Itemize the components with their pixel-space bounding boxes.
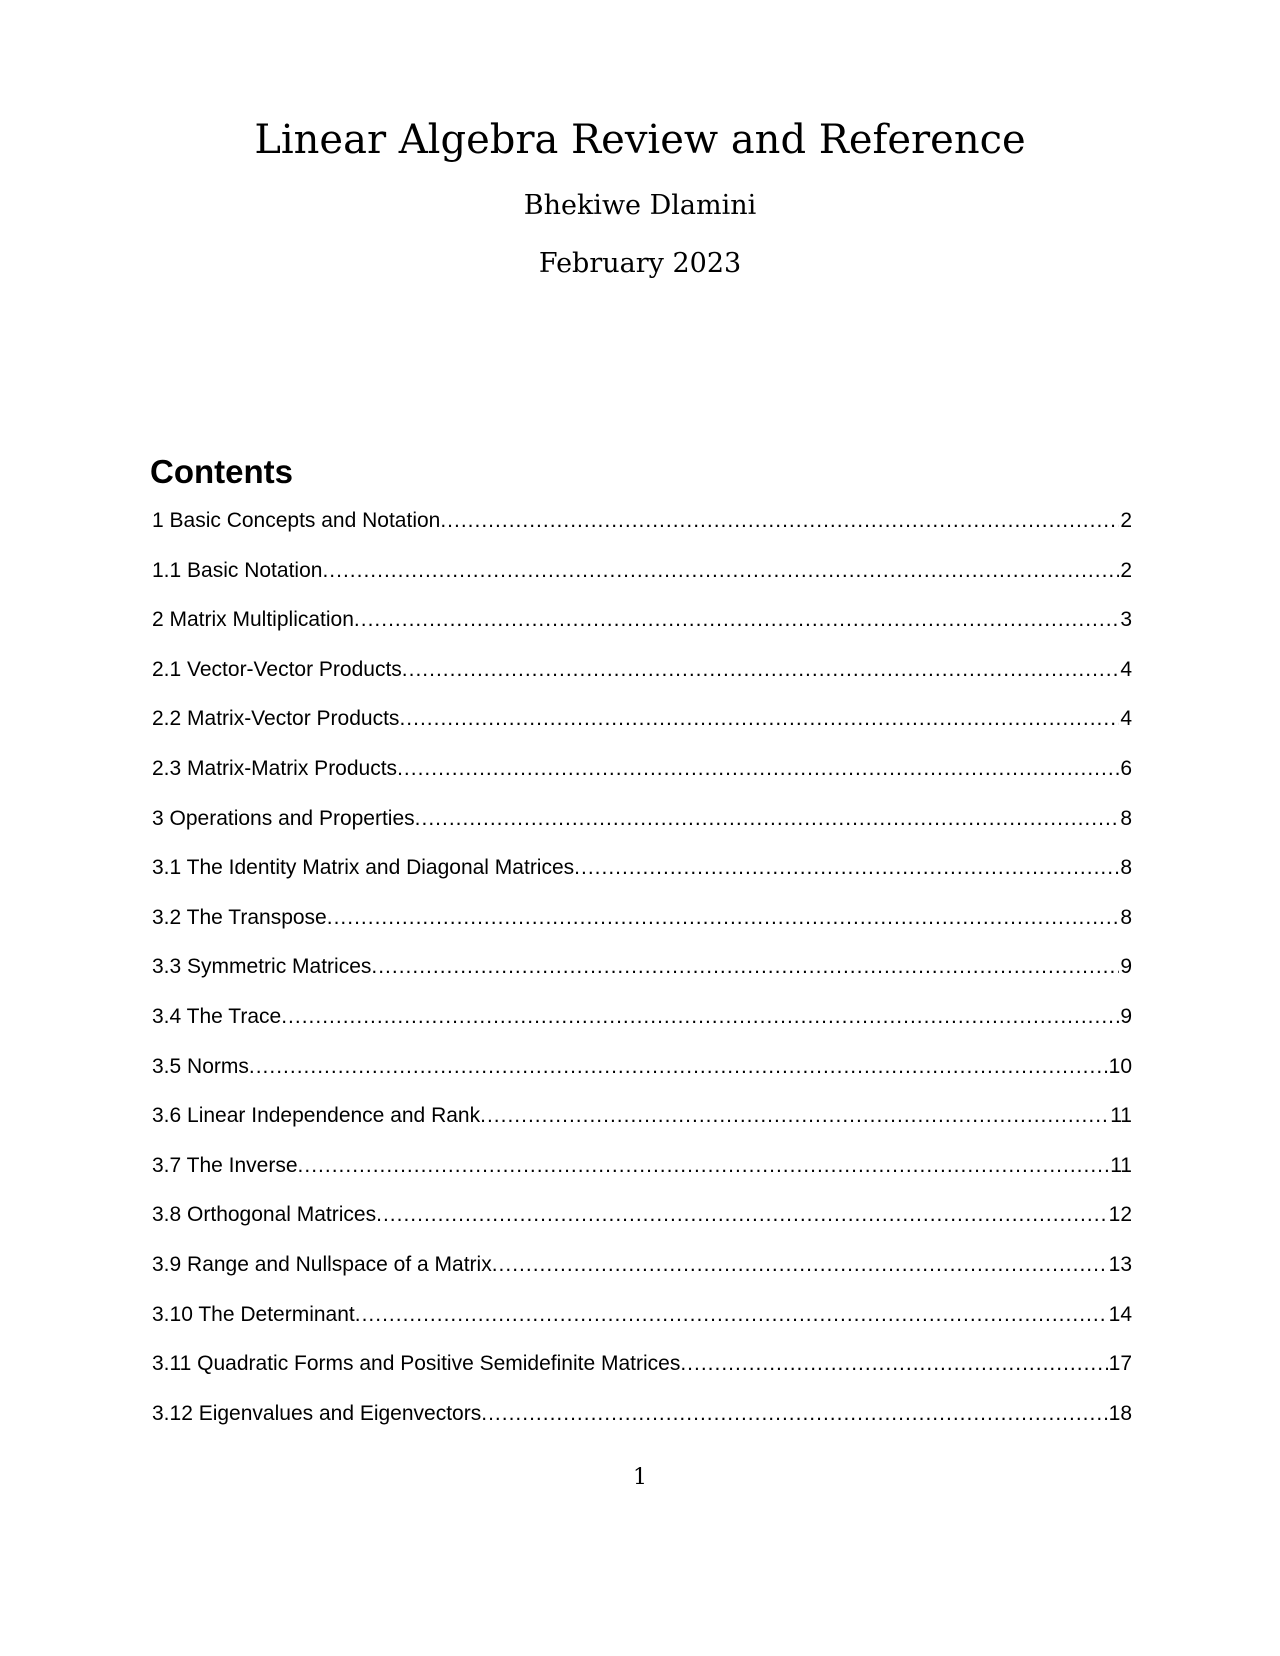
toc-entry-label: 3.7 The Inverse <box>152 1153 298 1177</box>
document-author: Bhekiwe Dlamini <box>523 190 757 221</box>
toc-entry-page: 6 <box>1120 756 1132 780</box>
toc-entry-page: 18 <box>1108 1401 1132 1425</box>
toc-entry-page: 8 <box>1120 806 1132 830</box>
page-number: 1 <box>633 1465 647 1490</box>
toc-entry-page: 12 <box>1108 1203 1132 1227</box>
toc-entry-label: 1 Basic Concepts and Notation <box>152 509 441 532</box>
toc-leader-dots <box>402 654 1120 686</box>
toc-entry-page: 9 <box>1120 1004 1132 1028</box>
toc-entry-page: 3 <box>1120 608 1132 632</box>
toc-entry[interactable] <box>152 1051 1132 1101</box>
toc-entry[interactable] <box>152 1199 1132 1249</box>
toc-leader-dots <box>376 1199 1108 1231</box>
toc-entry-label: 3.12 Eigenvalues and Eigenvectors <box>152 1401 482 1425</box>
toc-entry[interactable] <box>152 1398 1132 1448</box>
toc-entry-label: 2.3 Matrix-Matrix Products <box>152 756 398 780</box>
toc-entry[interactable] <box>152 1150 1132 1200</box>
toc-entry-page: 14 <box>1108 1302 1132 1326</box>
toc-entry-label: 2.2 Matrix-Vector Products <box>152 707 400 731</box>
toc-leader-dots <box>355 1299 1108 1331</box>
toc-entry-label: 2 Matrix Multiplication <box>152 608 354 632</box>
toc-entry-label: 3.11 Quadratic Forms and Positive Semidefinite Matrices <box>152 1352 681 1376</box>
toc-entry[interactable] <box>152 1001 1132 1051</box>
toc-entry[interactable] <box>152 703 1132 753</box>
toc-entry-page: 13 <box>1108 1252 1132 1276</box>
toc-leader-dots <box>415 803 1120 835</box>
toc-entry[interactable] <box>152 555 1132 605</box>
toc-entry[interactable] <box>152 803 1132 853</box>
toc-entry-label: 3.8 Orthogonal Matrices <box>152 1203 377 1227</box>
toc-entry-page: 4 <box>1120 707 1132 731</box>
toc-entry-page: 9 <box>1120 955 1132 979</box>
toc-entry-label: 3.4 The Trace <box>152 1004 282 1028</box>
toc-leader-dots <box>322 555 1119 587</box>
toc-entry-page: 8 <box>1120 856 1132 880</box>
toc-entry[interactable] <box>152 951 1132 1001</box>
toc-entry-page: 2 <box>1120 509 1132 532</box>
toc-entry[interactable] <box>152 902 1132 952</box>
toc-leader-dots <box>354 604 1119 636</box>
toc-entry-page: 4 <box>1120 657 1132 681</box>
toc-entry-label: 3.10 The Determinant <box>152 1302 355 1326</box>
toc-entry-page: 2 <box>1120 558 1132 582</box>
toc-leader-dots <box>249 1051 1108 1083</box>
toc-entry-page: 17 <box>1108 1352 1132 1376</box>
toc-entry[interactable] <box>152 1348 1132 1398</box>
toc-entry-page: 11 <box>1110 1104 1132 1128</box>
toc-leader-dots <box>399 703 1119 735</box>
document-date: February 2023 <box>538 248 742 279</box>
toc-leader-dots <box>680 1348 1107 1380</box>
toc-entry-label: 1.1 Basic Notation <box>152 558 323 582</box>
document-title: Linear Algebra Review and Reference <box>254 117 1026 163</box>
toc-entry[interactable] <box>152 604 1132 654</box>
toc-entry[interactable] <box>152 852 1132 902</box>
toc-entry-label: 3.3 Symmetric Matrices <box>152 955 372 979</box>
table-of-contents <box>152 505 1132 1447</box>
toc-entry[interactable] <box>152 1100 1132 1150</box>
toc-leader-dots <box>492 1249 1108 1281</box>
toc-leader-dots <box>440 505 1119 537</box>
toc-entry[interactable] <box>152 1299 1132 1349</box>
toc-entry-label: 3.9 Range and Nullspace of a Matrix <box>152 1252 492 1276</box>
toc-leader-dots <box>281 1001 1119 1033</box>
toc-entry-page: 10 <box>1108 1054 1132 1078</box>
toc-leader-dots <box>480 1100 1109 1132</box>
toc-entry-label: 3.6 Linear Independence and Rank <box>152 1104 481 1128</box>
toc-entry[interactable] <box>152 505 1132 555</box>
toc-leader-dots <box>327 902 1120 934</box>
toc-entry[interactable] <box>152 1249 1132 1299</box>
toc-entry-page: 11 <box>1110 1153 1132 1177</box>
toc-entry-label: 2.1 Vector-Vector Products <box>152 657 402 681</box>
toc-leader-dots <box>371 951 1119 983</box>
toc-entry-label: 3.5 Norms <box>152 1054 249 1078</box>
toc-leader-dots <box>574 852 1119 884</box>
toc-entry-label: 3.1 The Identity Matrix and Diagonal Matrices <box>152 856 575 880</box>
contents-heading: Contents <box>150 453 293 490</box>
toc-entry[interactable] <box>152 753 1132 803</box>
toc-leader-dots <box>298 1150 1110 1182</box>
toc-entry-label: 3 Operations and Properties <box>152 806 415 830</box>
toc-entry-page: 8 <box>1120 905 1132 929</box>
toc-entry-label: 3.2 The Transpose <box>152 905 327 929</box>
toc-leader-dots <box>397 753 1119 785</box>
toc-leader-dots <box>481 1398 1107 1430</box>
toc-entry[interactable] <box>152 654 1132 704</box>
